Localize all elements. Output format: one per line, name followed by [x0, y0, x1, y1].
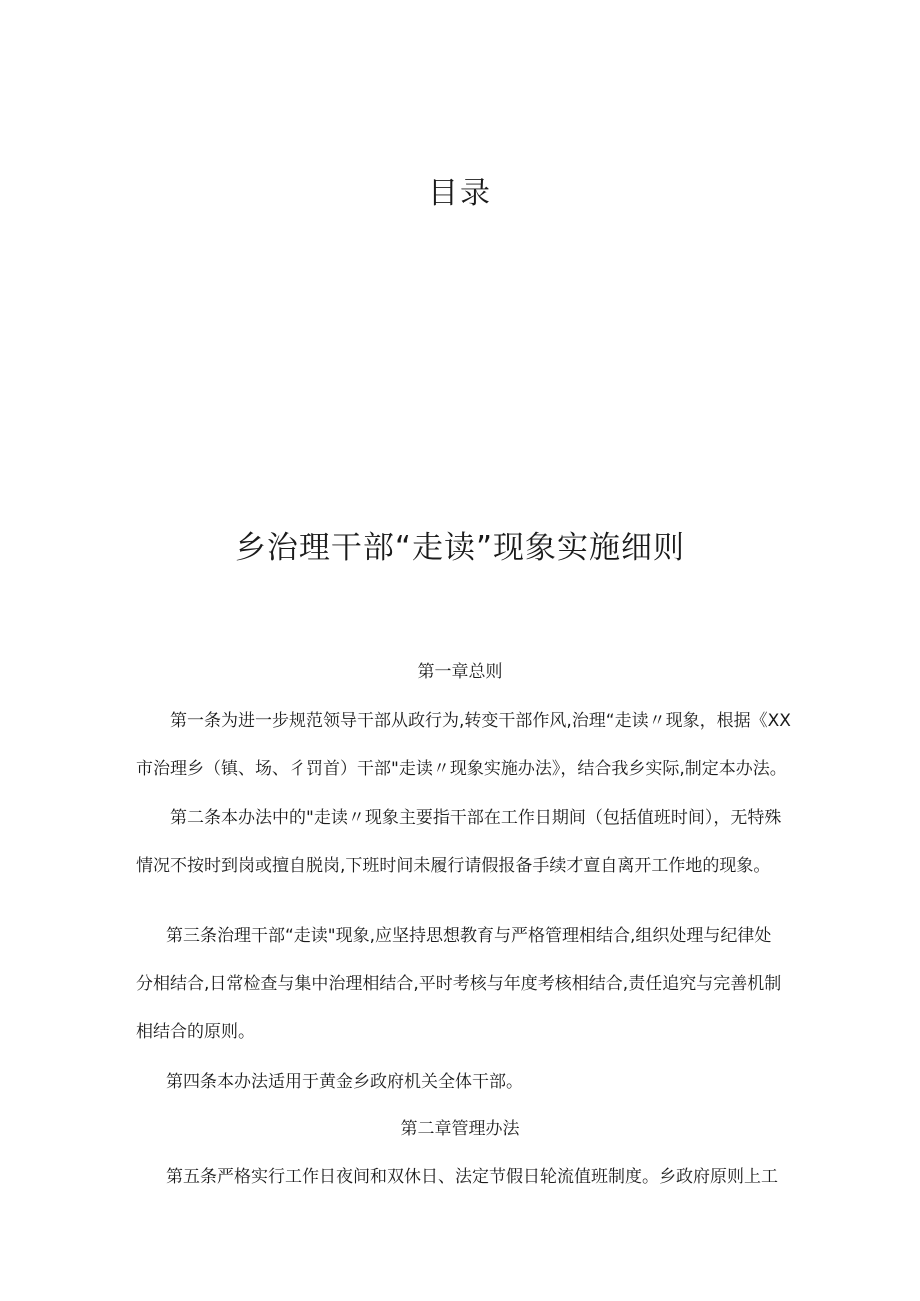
article-4: 第四条本办法适用于黄金乡政府机关全体干部。	[166, 1072, 523, 1092]
article-2-line-1: 第二条本办法中的"走读〃现象主要指干部在工作日期间（包括值班时间），无特殊	[170, 808, 782, 828]
article-3-line-3: 相结合的原则。	[136, 1022, 255, 1042]
article-1-line-2: 市治理乡（镇、场、彳罚首）干部"走读〃现象实施办法》，结合我乡实际,制定本办法。	[136, 759, 787, 779]
toc-title: 目录	[428, 176, 492, 211]
article-3-line-1: 第三条治理干部“走读"现象,应坚持思想教育与严格管理相结合,组织处理与纪律处	[166, 926, 772, 946]
article-1-line-1: 第一条为进一步规范领导干部从政行为,转变干部作风,治理“走读〃现象，根据《XX	[170, 711, 791, 731]
article-5-line-1: 第五条严格实行工作日夜间和双休日、法定节假日轮流值班制度。乡政府原则上工	[166, 1167, 778, 1187]
chapter-2-heading: 第二章管理办法	[400, 1119, 520, 1139]
article-2-line-2: 情况不按时到岗或擅自脱岗,下班时间未履行请假报备手续才亶自离开工作地的现象。	[136, 856, 771, 876]
document-title: 乡治理干部“走读”现象实施细则	[234, 530, 686, 566]
article-3-line-2: 分相结合,日常检查与集中治理相结合,平时考核与年度考核相结合,责任追究与完善机制	[136, 974, 782, 994]
chapter-1-heading: 第一章总则	[417, 662, 503, 682]
